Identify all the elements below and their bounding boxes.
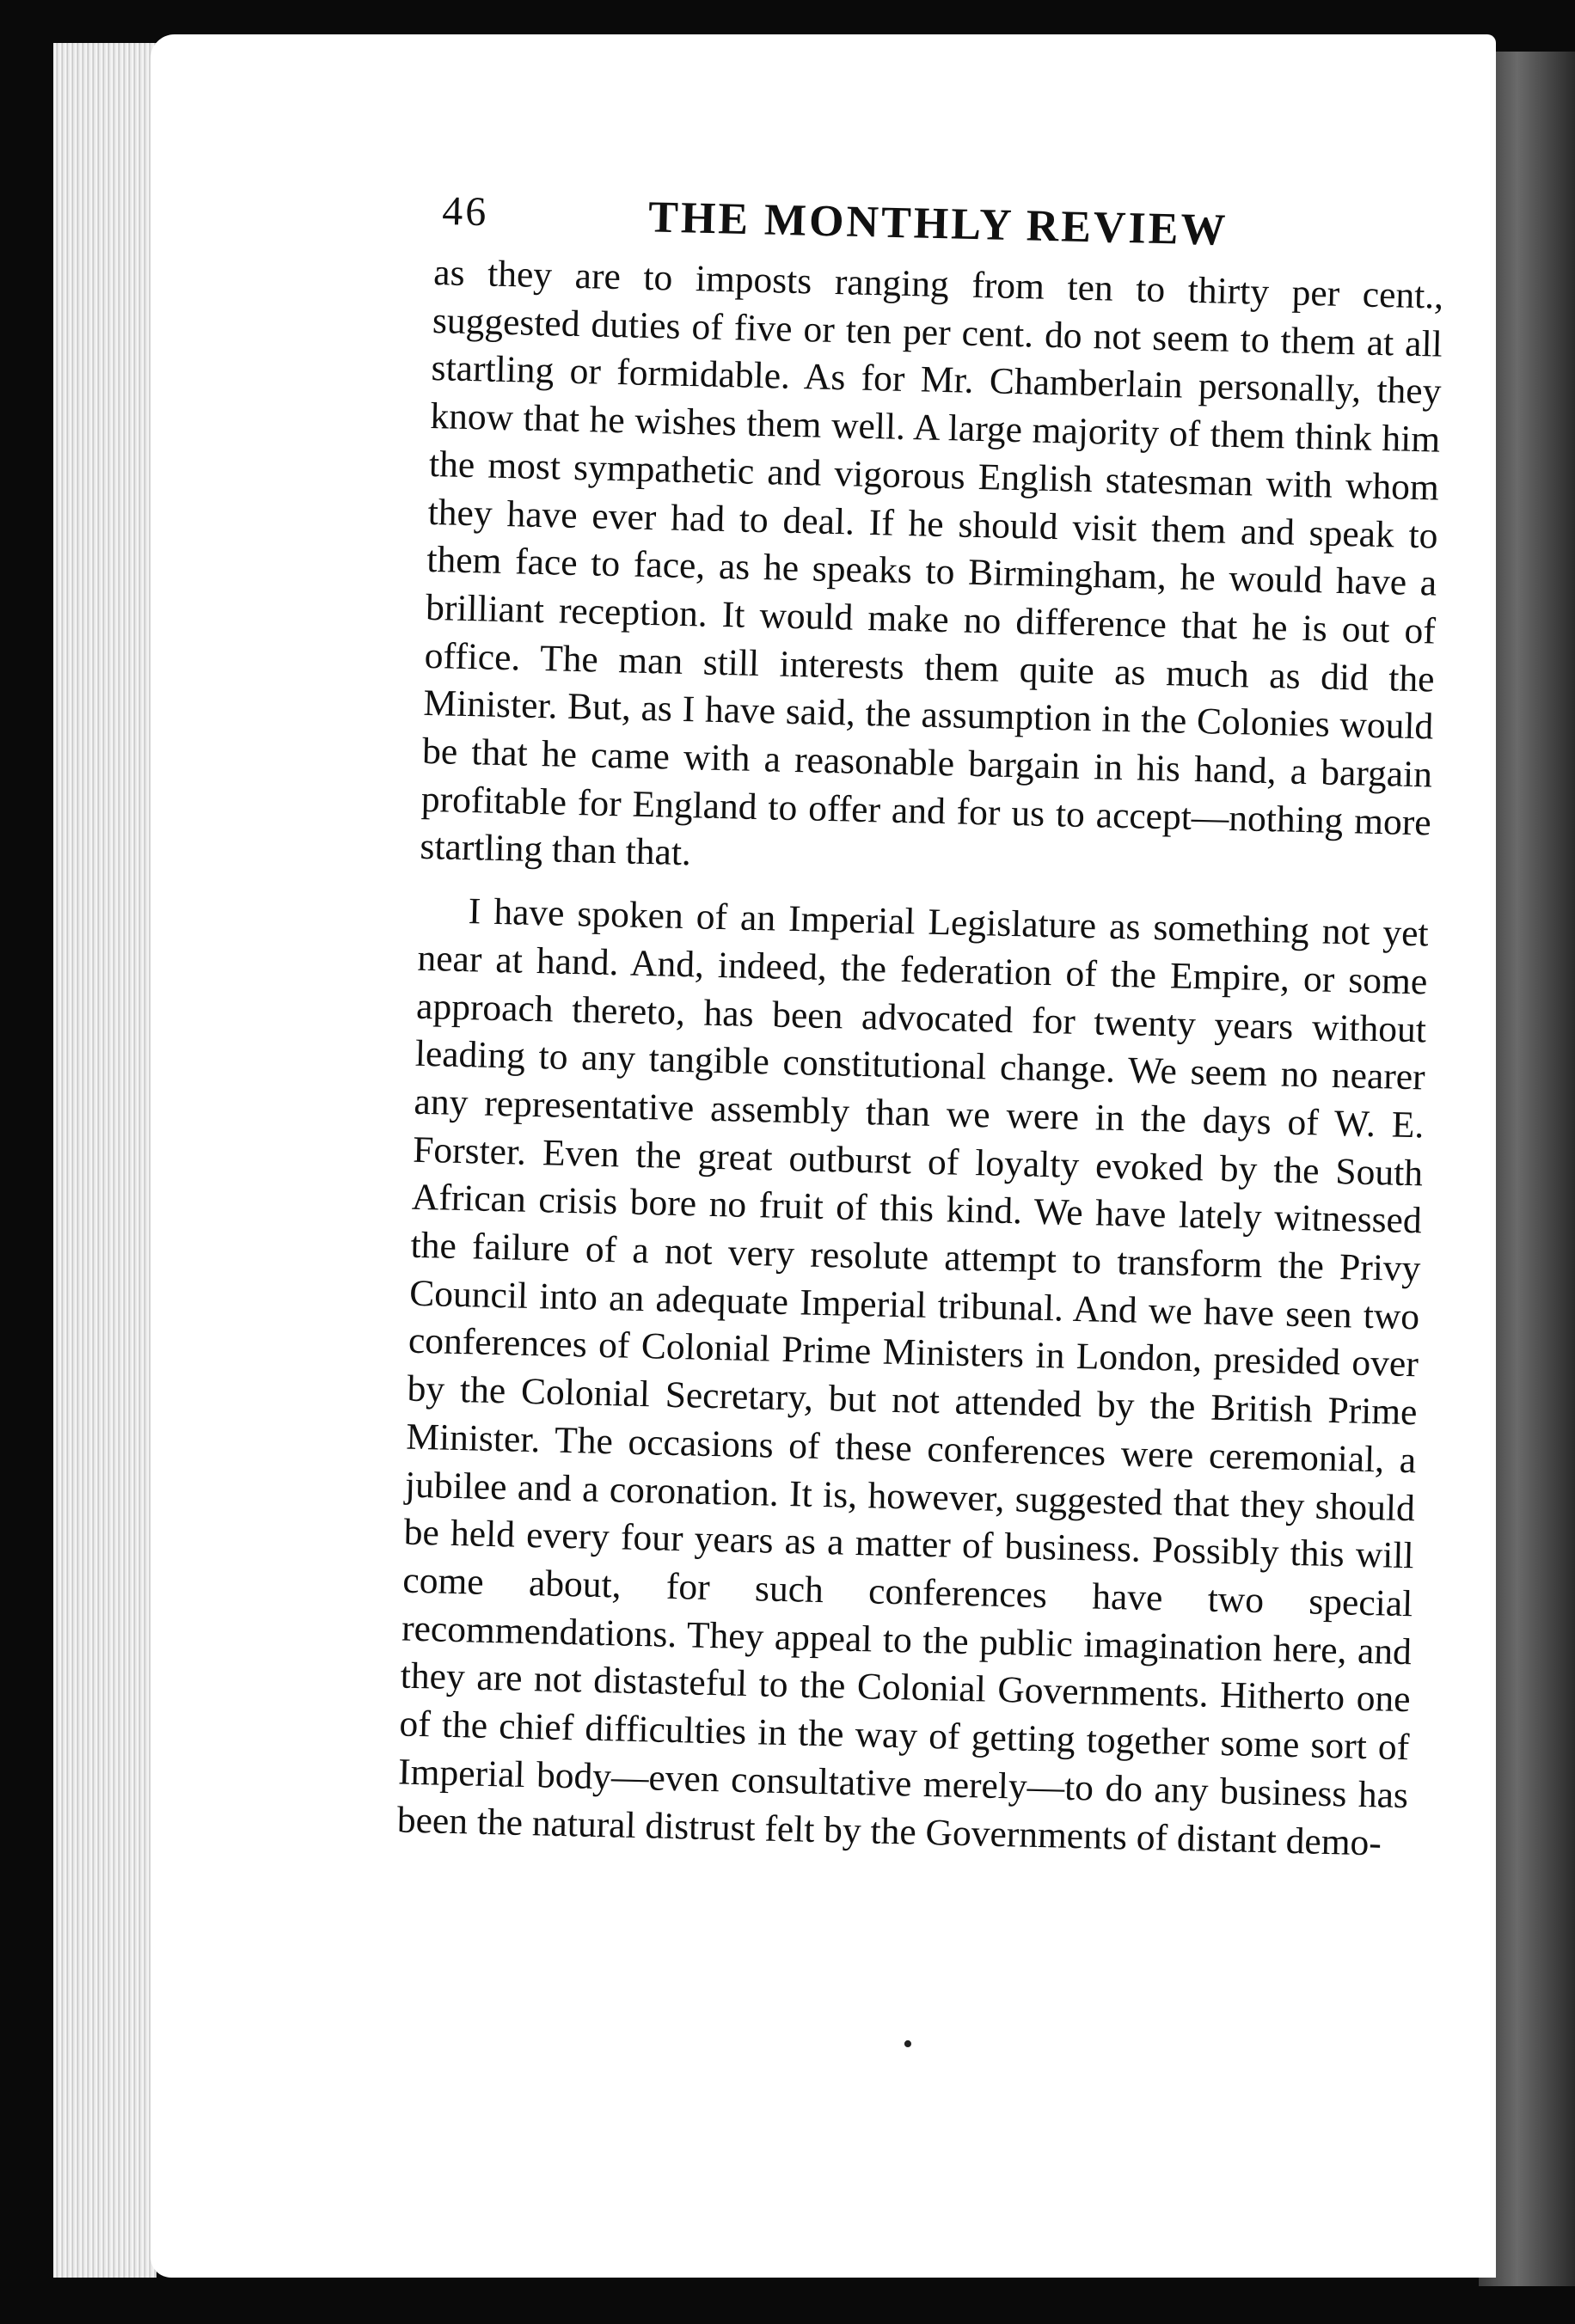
book-page-edges (53, 43, 156, 2278)
running-title: THE MONTHLY REVIEW (647, 193, 1229, 255)
paragraph: I have spoken of an Imperial Legislature as something not yet near at hand. And, indeed, the federation of the Empire, or some approach thereto, has been advocated for twenty years without leading to any tangible constitutional change. We seem no nearer any representative assembly than we were in the days of W. E. Forster. Even the great outburst of loyalty evoked by the South African crisis bore no fruit of this kind. We have lately witnessed the failure of a not very resolute attempt to transform the Privy Council into an adequate Imperial tribunal. And we have seen two conferences of Colonial Prime Ministers in London, presided over by the Colonial Secretary, but not attended by the British Prime Minister. The occasions of these conferences were ceremonial, a jubilee and a coronation. It is, however, suggested that they should be held every four years as a matter of business. Possibly this will come about, for such conferences have two special recommendations. They appeal to the public imagination here, and they are not distasteful to the Colonial Governments. Hitherto one of the chief difficulties in the way of getting together some sort of Imperial body—even consultative merely—to do any business has been the natural distrust felt by the Governments of distant demo- (396, 890, 1430, 1863)
ink-dot: • (903, 2028, 913, 2060)
page-number: 46 (441, 187, 489, 235)
paragraph: as they are to imposts ranging from ten to thirty per cent., suggested duties of five or ten per cent. do not seem to them at all startling or formidable. As for Mr. Chamberlain personally, they know that he wishes them well. A large majority of them think him the most sympathetic and vigorous English statesman with whom they have ever had to deal. If he should visit them and speak to them face to face, as he speaks to Birmingham, he would have a brilliant reception. It would make no difference that he is out of office. The man still interests them quite as much as did the Minister. But, as I have said, the assumption in the Colonies would be that he came with a reasonable bargain in his hand, a bargain profitable for England to offer and for us to accept—nothing more startling than that. (420, 251, 1444, 874)
body-text (396, 249, 1443, 1868)
